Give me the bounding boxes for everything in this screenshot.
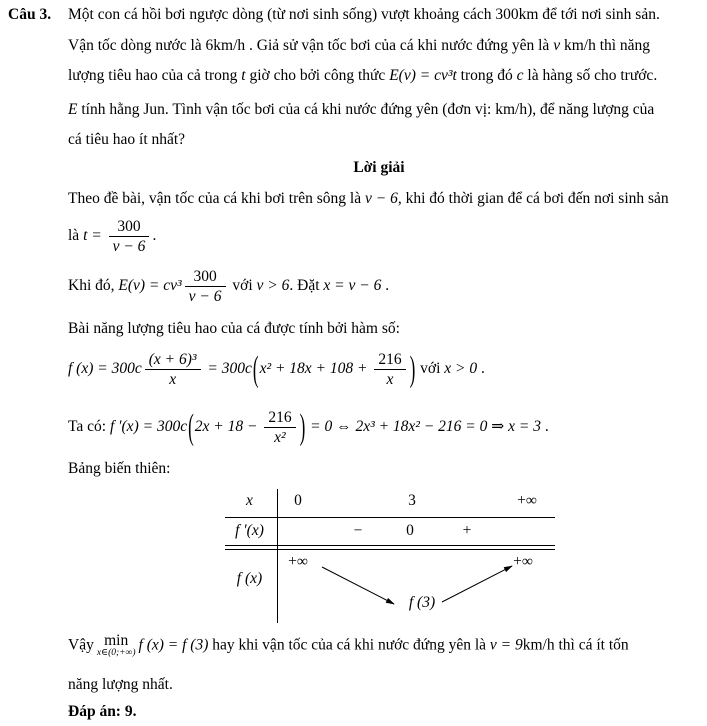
left-parenthesis: (: [252, 349, 259, 389]
solution-text: .: [152, 227, 157, 245]
table-sign-plus: +: [462, 522, 472, 539]
question-text: trong đó: [456, 67, 517, 84]
formula-energy: E(v) = cv³t: [389, 67, 457, 84]
formula-E-v: E(v) = cv³: [118, 277, 182, 295]
solution-para-1: [68, 189, 669, 209]
question-label: Câu 3.: [8, 6, 52, 23]
fraction-denominator: x: [386, 371, 394, 388]
table-fprime-label: f ′(x): [235, 522, 264, 539]
expr-x-substitution: x = v − 6: [323, 277, 382, 295]
table-x-value-0: 0: [294, 492, 302, 509]
question-line-2: [68, 36, 650, 56]
solution-text: Bảng biến thiên:: [68, 460, 171, 477]
fraction-denominator: v − 6: [112, 238, 146, 255]
fraction-216-over-x-squared: [264, 408, 295, 447]
fraction-numerator: (x + 6)³: [145, 350, 201, 370]
expr-t-equals: t =: [83, 227, 106, 245]
solution-text: Ta có:: [68, 418, 110, 436]
min-word: min: [104, 632, 129, 649]
var-v: v: [553, 37, 561, 54]
table-x-label: x: [246, 492, 253, 509]
question-line-4: [68, 100, 654, 120]
solution-para-3: [68, 267, 389, 306]
question-text: tính hằng Jun. Tình vận tốc bơi của cá khi nước đứng yên (đơn vị: km/h), để năng lượng của: [77, 101, 655, 118]
solution-text: . Đặt: [289, 277, 324, 295]
solution-text: .: [540, 418, 549, 436]
expr-x-gt-0: x > 0: [444, 360, 478, 378]
fraction-numerator: 300: [109, 217, 150, 237]
var-E: E: [68, 101, 78, 118]
table-f-infinity-left: +∞: [288, 553, 308, 570]
formula-f-prime: f ′(x) = 300c: [109, 418, 188, 436]
min-operator: [97, 634, 136, 658]
question-line-5: [68, 130, 185, 150]
expr-min-equals-f3: f (x) = f (3): [138, 636, 209, 654]
solution-text: là: [68, 227, 84, 245]
solution-text: Khi đó,: [68, 277, 119, 295]
solution-text: .: [477, 360, 485, 378]
solution-para-2: [68, 217, 156, 256]
solution-para-4: [68, 319, 400, 339]
question-text: Một con cá hồi bơi ngược dòng (từ nơi sinh sống) vượt khoảng cách 300km để tới nơi sinh sản.: [68, 6, 660, 23]
answer-line: [68, 702, 136, 722]
table-f-label: f (x): [236, 570, 263, 587]
solution-text: với: [228, 277, 257, 295]
fraction-numerator: 300: [185, 267, 226, 287]
table-sign-minus: −: [353, 522, 363, 539]
fraction-denominator: x: [169, 371, 177, 388]
variation-table: [222, 489, 558, 623]
fraction-300-over-v-minus-6: [109, 217, 150, 256]
table-f-minimum: f (3): [408, 594, 436, 611]
fraction-denominator: v − 6: [188, 288, 222, 305]
right-parenthesis: ): [299, 407, 306, 447]
solution-para-5: [68, 350, 485, 389]
solution-para-6: [68, 408, 549, 447]
solution-text: , khi đó thời gian để cá bơi đến nơi sinh sản: [397, 190, 669, 207]
fraction-x-plus-6-cubed-over-x: [145, 350, 201, 389]
fraction-300-over-v-minus-6: [185, 267, 226, 306]
answer-text: Đáp án: 9.: [68, 703, 137, 720]
fraction-numerator: 216: [374, 350, 405, 370]
formula-equals-300c: = 300c: [203, 360, 252, 378]
variation-arrows: [222, 489, 558, 623]
question-line-3: [68, 66, 657, 86]
solution-text: Theo đề bài, vận tốc của cá khi bơi trên sông là: [68, 190, 365, 207]
question-text: giờ cho bởi công thức: [245, 67, 390, 84]
table-f-infinity-right: +∞: [513, 553, 533, 570]
question-line-1: [68, 5, 660, 25]
formula-f-x: f (x) = 300c: [68, 360, 142, 378]
min-subscript: x∈(0;+∞): [96, 648, 136, 658]
conclusion-text: Vậy: [68, 636, 94, 654]
question-text: cá tiêu hao ít nhất?: [68, 131, 186, 148]
formula-derivative-inner: 2x + 18 −: [194, 418, 262, 436]
var-t: t: [241, 67, 246, 84]
conclusion-text: km/h thì cá ít tốn: [522, 636, 629, 654]
var-c: c: [516, 67, 524, 84]
solution-text: Bài năng lượng tiêu hao của cá được tính bởi hàm số:: [68, 320, 400, 337]
question-text: Vận tốc dòng nước là 6km/h . Giả sử vận tốc bơi của cá khi nước đứng yên là: [68, 37, 554, 54]
table-x-value-3: 3: [408, 492, 416, 509]
question-text: là hàng số cho trước.: [523, 67, 658, 84]
conclusion-text: năng lượng nhất.: [68, 676, 173, 693]
fraction-216-over-x: [374, 350, 405, 389]
right-parenthesis: ): [409, 349, 416, 389]
solution-para-7: [68, 459, 170, 479]
question-text: lượng tiêu hao của cả trong: [68, 67, 242, 84]
arrow-decreasing: [322, 567, 394, 604]
conclusion-line-2: [68, 675, 173, 695]
expr-v-gt-6: v > 6: [256, 277, 290, 295]
formula-expanded: x² + 18x + 108 +: [259, 360, 372, 378]
fraction-denominator: x²: [274, 429, 286, 446]
solution-text: .: [381, 277, 390, 295]
expr-v-equals-9: v = 9: [489, 636, 523, 654]
table-sign-zero: 0: [406, 522, 414, 539]
arrow-increasing: [442, 566, 512, 602]
conclusion-line-1: [68, 634, 629, 658]
fraction-numerator: 216: [264, 408, 295, 428]
question-text: km/h thì năng: [560, 37, 651, 54]
expr-v-minus-6: v − 6: [365, 190, 398, 207]
table-x-value-infinity: +∞: [517, 492, 537, 509]
conclusion-text: hay khi vận tốc của cá khi nước đứng yên là: [208, 636, 490, 654]
solution-text: với: [416, 360, 445, 378]
formula-solve-x-equals-3: = 0 ⇔ 2x³ + 18x² − 216 = 0 ⇒ x = 3: [306, 418, 541, 436]
solution-heading: Lời giải: [353, 159, 405, 176]
left-parenthesis: (: [188, 407, 194, 447]
